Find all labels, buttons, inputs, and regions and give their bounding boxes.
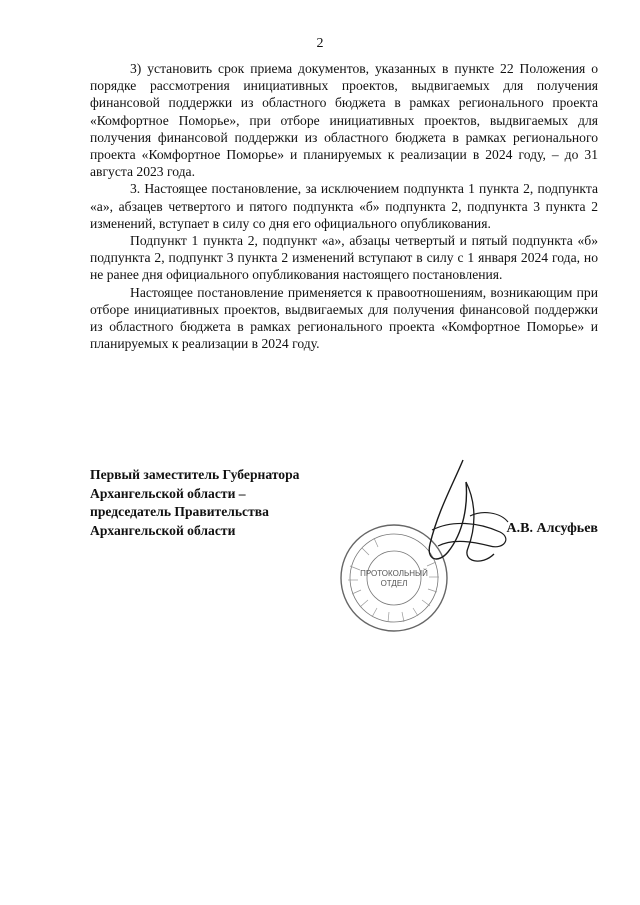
paragraph-applicability: Настоящее постановление применяется к правоотношениям, возникающим при отборе инициативных проектов, выдвигаемых для получения финансовой поддержки из областного бюджета в рамках регионального проекта «Комфортное Поморье» и планируемых к реализации в 2024 году. xyxy=(90,284,598,352)
signer-position-line: Архангельской области – xyxy=(90,485,246,501)
stamp-text: ПРОТОКОЛЬНЫЙ xyxy=(360,569,428,578)
stamp-text: ОТДЕЛ xyxy=(380,579,408,588)
paragraph-effective-2024: Подпункт 1 пункта 2, подпункт «а», абзацы четвертый и пятый подпункта «б» подпункта 2, подпункт 3 пункта 2 изменений вступают в силу с 1 января 2024 года, но не ранее дня официального опубликования настоящего постановления. xyxy=(90,233,598,283)
paragraph-entry-into-force: 3. Настоящее постановление, за исключением подпункта 1 пункта 2, подпункта «а», абзацев четвертого и пятого подпункта «б» подпункта 2, подпункта 3 пункта 2 изменений, вступает в силу со дня его официального опубликования. xyxy=(90,181,598,231)
handwritten-signature xyxy=(408,456,518,576)
signer-position-line: председатель Правительства xyxy=(90,504,269,519)
signer-position-line: Архангельской области xyxy=(90,522,236,538)
page-number: 2 xyxy=(316,36,324,51)
document-body xyxy=(90,60,598,352)
signer-position xyxy=(90,466,299,540)
signer-name: А.В. Алсуфьев xyxy=(506,521,598,536)
signer-position-line: Первый заместитель Губернатора xyxy=(90,467,300,482)
paragraph-deadline: 3) установить срок приема документов, указанных в пункте 22 Положения о порядке рассмотрения инициативных проектов, выдвигаемых для получения финансовой поддержки из областного бюджета в рамках регионального проекта «Комфортное Поморье», при отборе инициативных проектов, выдвигаемых для получения финансовой поддержки из областного бюджета в рамках регионального проекта «Комфортное Поморье» и планируемых к реализации в 2024 году, – до 31 августа 2023 года. xyxy=(90,61,598,180)
